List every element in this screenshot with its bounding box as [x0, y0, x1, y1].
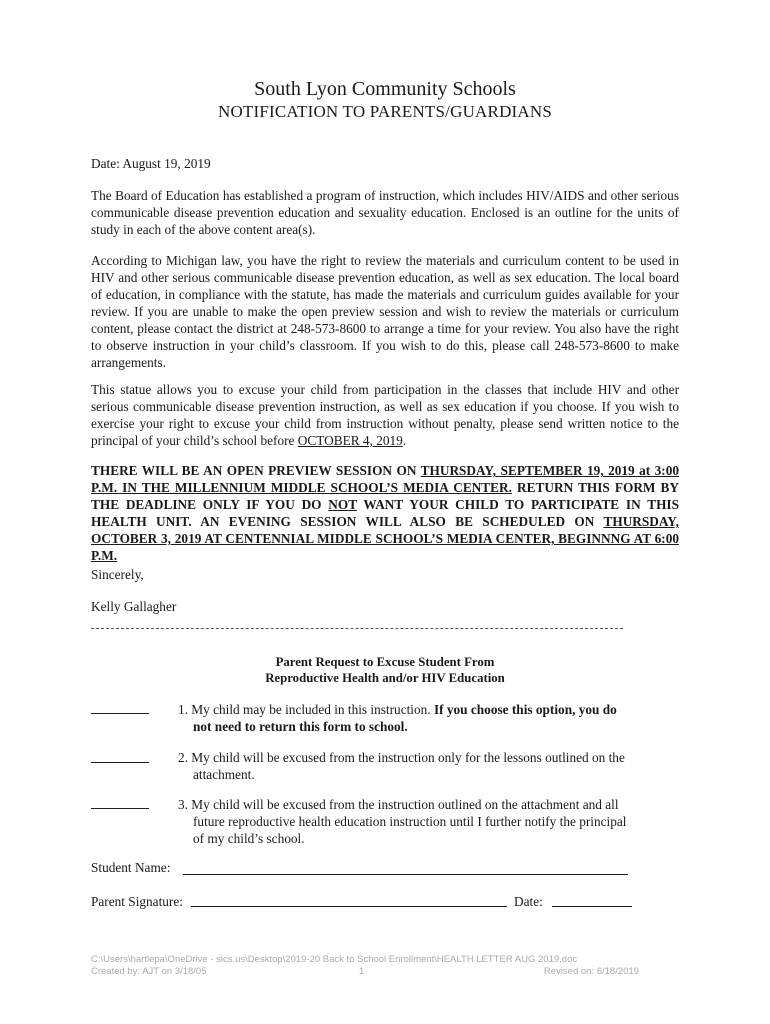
option-3 — [178, 796, 638, 847]
option1-bold-text: If you choose this option, you do not need to return this form to school. — [193, 702, 617, 734]
option-2 — [178, 749, 638, 783]
date-label: Date: — [514, 894, 543, 909]
footer-page-number: 1 — [359, 966, 365, 977]
notice-part-c: RETURN THIS FORM BY THE DEADLINE ONLY IF YOU DO — [91, 480, 680, 512]
cut-line — [91, 628, 623, 629]
option2-text: 2. My child will be excused from the instruction only for the lessons outlined on the attachment. — [178, 750, 625, 782]
paragraph-rights: According to Michigan law, you have the right to review the materials and curriculum content to be used in HIV and other serious communicable disease prevention education, as well as sex education. The local board of education, in compliance with the statute, has made the materials and curriculum guides available for your review. If you are unable to make the open preview session and wish to review the materials or curriculum content, please contact the district at 248-573-8600 to arrange a time for your review. You also have the right to observe instruction in your child’s classroom. If you wish to do this, please call 248-573-8600 to make arrangements. — [91, 253, 679, 370]
letter-date: Date: August 19, 2019 — [91, 156, 211, 171]
student-name-field[interactable] — [183, 874, 628, 875]
form-heading-2: Reproductive Health and/or HIV Education — [265, 671, 505, 685]
date-field[interactable] — [552, 906, 632, 907]
option3-checkline[interactable] — [91, 808, 149, 809]
notice-part-e: WANT YOUR CHILD TO PARTICIPATE IN THIS HEALTH UNIT. AN EVENING SESSION WILL ALSO BE SCHEDULED ON — [91, 497, 679, 529]
paragraph-excuse-text: This statue allows you to excuse your child from participation in the classes that include HIV and other serious communicable disease prevention instruction, as well as sex education if you choose. If you wish to exercise your right to excuse your child from instruction without penalty, please send written notice to the principal of your child’s school before — [91, 382, 679, 448]
option1-checkline[interactable] — [91, 713, 149, 714]
parent-signature-label: Parent Signature: — [91, 894, 183, 909]
footer-revised: Revised on: 6/18/2019 — [543, 966, 639, 977]
closing: Sincerely, — [91, 567, 144, 582]
page-title: South Lyon Community Schools — [254, 78, 516, 100]
option2-checkline[interactable] — [91, 762, 149, 763]
form-heading-1: Parent Request to Excuse Student From — [275, 655, 495, 669]
notice-session-date: THURSDAY, SEPTEMBER 19, 2019 at 3:00 P.M. IN THE MILLENNIUM MIDDLE SCHOOL’S MEDIA CENTER. — [91, 463, 679, 495]
footer-created: Created by: AJT on 3/18/05 — [91, 966, 207, 977]
paragraph-excuse — [91, 381, 679, 449]
page-subtitle: NOTIFICATION TO PARENTS/GUARDIANS — [217, 102, 553, 121]
notice-not: NOT — [328, 497, 357, 512]
signer-name: Kelly Gallagher — [91, 599, 177, 614]
footer-file-path: C:\Users\hartlepa\OneDrive - slcs.us\Desktop\2019-20 Back to School Enrollment\HEALTH LETTER AUG 2019.doc — [91, 954, 578, 965]
deadline-date: OCTOBER 4, 2019 — [297, 433, 403, 448]
option-1 — [178, 701, 638, 735]
option1-text: 1. My child may be included in this instruction. — [178, 702, 434, 717]
option3-text: 3. My child will be excused from the instruction outlined on the attachment and all future reproductive health education instruction until I further notify the principal of my child’s school. — [178, 797, 627, 846]
preview-session-notice — [91, 462, 679, 564]
paragraph-excuse-end: . — [402, 433, 407, 448]
student-name-label: Student Name: — [91, 860, 171, 875]
notice-evening-session: THURSDAY, OCTOBER 3, 2019 AT CENTENNIAL MIDDLE SCHOOL’S MEDIA CENTER, BEGINNNG AT 6:00 P.M. — [91, 514, 679, 563]
paragraph-program: The Board of Education has established a program of instruction, which includes HIV/AIDS and other serious communicable disease prevention education and sexuality education. Enclosed is an outline for the units of study in each of the above content area(s). — [91, 188, 679, 237]
notice-part-a: THERE WILL BE AN OPEN PREVIEW SESSION ON — [91, 463, 421, 478]
parent-signature-field[interactable] — [191, 906, 507, 907]
document-footer — [91, 954, 639, 978]
